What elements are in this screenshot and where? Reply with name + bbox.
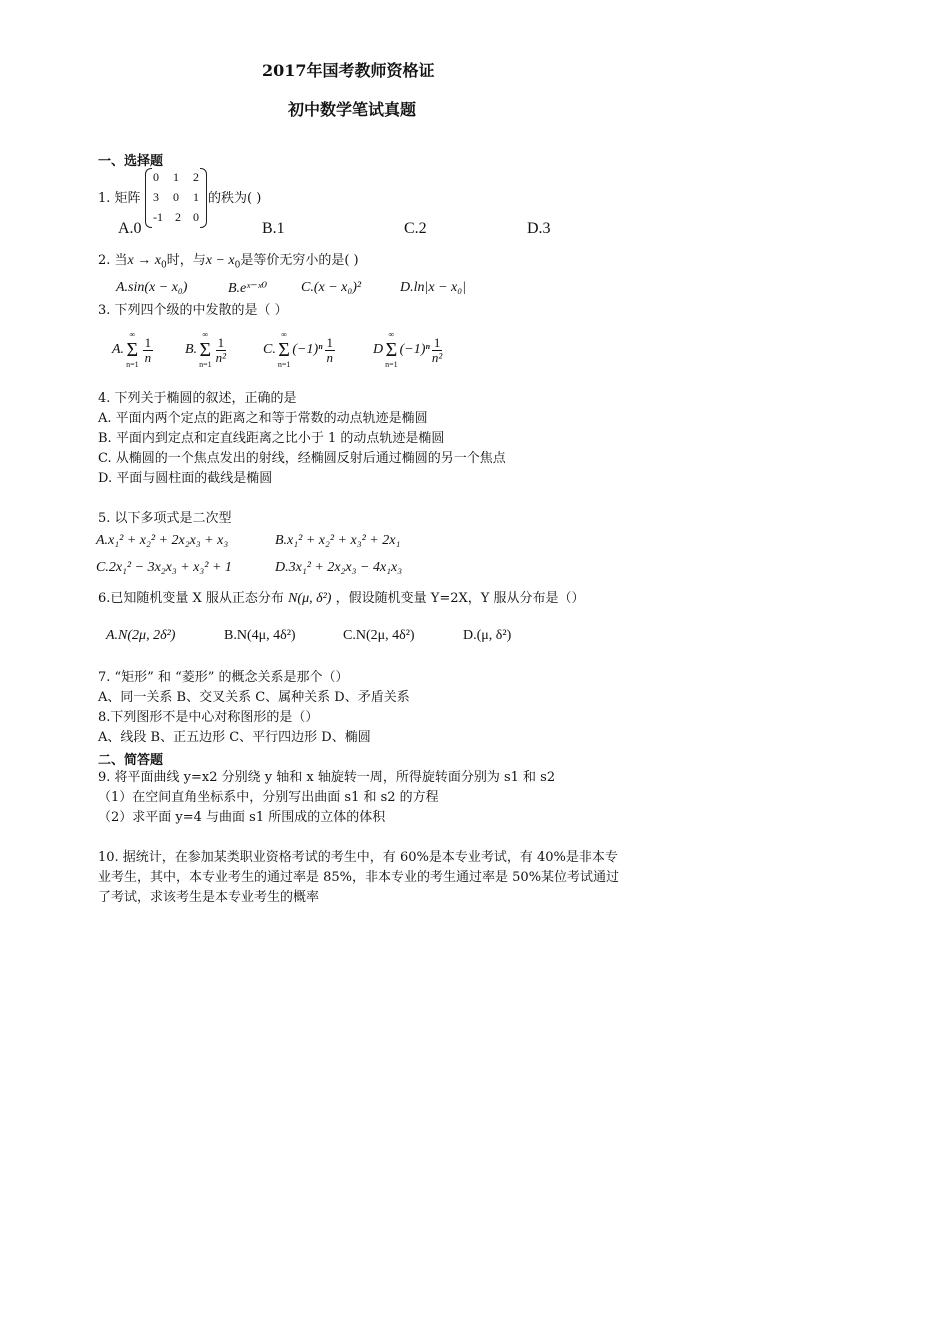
q5-stem: 5. 以下多项式是二次型 — [98, 511, 232, 526]
q10-line3: 了考试，求该考生是本专业考生的概率 — [98, 890, 320, 905]
matrix-row: -1 2 0 — [153, 210, 199, 224]
q4-stem: 4. 下列关于椭圆的叙述，正确的是 — [98, 391, 297, 406]
q6-stem: 6.已知随机变量 X 服从正态分布 N(μ, δ²) ，假设随机变量 Y=2X，Y 服从分布是（） — [98, 591, 585, 606]
q6-option-a: A.N(2μ, 2δ²) — [106, 628, 176, 643]
q10-line1: 10. 据统计，在参加某类职业资格考试的考生中，有 60%是本专业考试，有 40%是非本专 — [98, 850, 618, 865]
q10-line2: 业考生，其中，本专业考生的通过率是 85%，非本专业的考生通过率是 50%某位考试通过 — [98, 870, 620, 885]
q1-option-a: A.0 — [118, 220, 142, 237]
q2-option-d: D.ln|x − x₀| — [400, 280, 466, 295]
q1-option-c: C.2 — [404, 220, 427, 237]
matrix-row: 3 0 1 — [153, 190, 199, 204]
q3-option-b: B. ∞ Σ n=1 $\frac{1}{\text{n²}}$ — [185, 330, 227, 369]
q2-option-b: B.eˣ⁻ˣ⁰ — [228, 281, 268, 296]
q4-option-a: A. 平面内两个定点的距离之和等于常数的动点轨迹是椭圆 — [98, 411, 428, 426]
q2-option-a: A.sin(x − x₀) — [116, 280, 188, 295]
q6-option-c: C.N(2μ, 4δ²) — [343, 628, 415, 643]
q1-option-b: B.1 — [262, 220, 285, 237]
q2-option-c: C.(x − x₀)² — [301, 280, 362, 295]
matrix-right-bracket — [200, 168, 207, 228]
q4-option-c: C. 从椭圆的一个焦点发出的射线，经椭圆反射后通过椭圆的另一个焦点 — [98, 451, 506, 466]
q6-option-b: B.N(4μ, 4δ²) — [224, 628, 296, 643]
q3-option-d: D ∞ Σ n=1 (−1)ⁿ $\frac{1}{\text{n²}}$ — [373, 330, 443, 369]
q9-stem: 9. 将平面曲线 y=x2 分别绕 y 轴和 x 轴旋转一周，所得旋转面分别为 s1 和 s2 — [98, 770, 556, 785]
q8-stem: 8.下列图形不是中心对称图形的是（） — [98, 710, 319, 725]
q6-option-d: D.(μ, δ²) — [463, 628, 512, 643]
q1-option-d: D.3 — [527, 220, 551, 237]
section-heading-choice: 一、选择题 — [98, 154, 164, 169]
matrix-row: 0 1 2 — [153, 170, 199, 184]
exam-title: 2017年国考教师资格证 — [262, 61, 435, 80]
q4-option-d: D. 平面与圆柱面的截线是椭圆 — [98, 471, 273, 486]
q8-options: A、线段 B、正五边形 C、平行四边形 D、椭圆 — [98, 730, 371, 745]
q4-option-b: B. 平面内到定点和定直线距离之比小于 1 的动点轨迹是椭圆 — [98, 431, 445, 446]
q5-option-d: D.3x₁² + 2x₂x₃ − 4x₁x₃ — [275, 560, 403, 575]
q1-suffix: 的秩为( ) — [208, 191, 262, 206]
q5-option-a: A.x₁² + x₂² + 2x₂x₃ + x₃ — [96, 533, 229, 548]
q5-option-b: B.x₁² + x₂² + x₃² + 2x₁ — [275, 533, 401, 548]
q9-part1: （1）在空间直角坐标系中，分别写出曲面 s1 和 s2 的方程 — [98, 790, 439, 805]
q1-matrix — [145, 168, 207, 226]
section-heading-short-answer: 二、简答题 — [98, 753, 164, 768]
exam-subtitle: 初中数学笔试真题 — [288, 100, 417, 119]
q1-prefix: 1. 矩阵 — [98, 191, 141, 206]
q2-stem: 2. 当$x \to x_0$时，与$x - x_0$是等价无穷小的是( ) — [98, 253, 359, 271]
q7-options: A、同一关系 B、交叉关系 C、属种关系 D、矛盾关系 — [98, 690, 410, 705]
q3-option-c: C. ∞ Σ n=1 (−1)ⁿ $\frac{1}{n}$ — [263, 330, 334, 369]
matrix-left-bracket — [145, 168, 152, 228]
q3-stem: 3. 下列四个级的中发散的是（ ） — [98, 303, 288, 318]
q7-stem: 7. “矩形” 和 “菱形” 的概念关系是那个（） — [98, 670, 349, 685]
q5-option-c: C.2x₁² − 3x₂x₃ + x₃² + 1 — [96, 560, 232, 575]
q3-option-a: A. ∞ Σ n=1 $\frac{1}{n}$ — [112, 330, 152, 369]
q9-part2: （2）求平面 y=4 与曲面 s1 所围成的立体的体积 — [98, 810, 386, 825]
